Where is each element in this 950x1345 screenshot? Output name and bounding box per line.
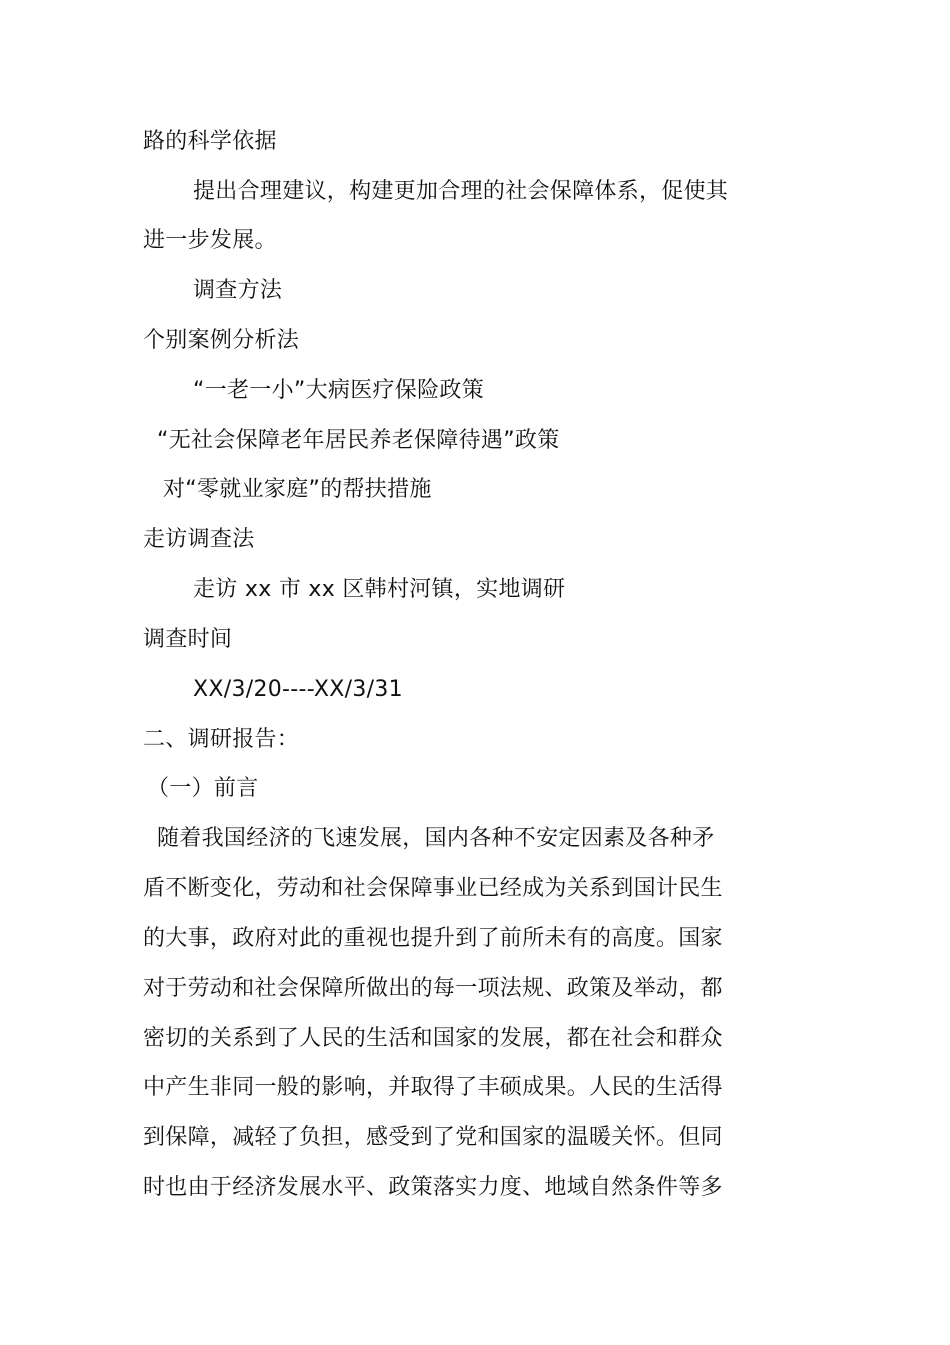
date-range: XX/3/20----XX/3/31 [193,677,403,702]
text-line: 提出合理建议，构建更加合理的社会保障体系，促使其 [193,179,729,204]
text-line: 盾不断变化，劳动和社会保障事业已经成为关系到国计民生 [143,876,723,901]
text-line: 随着我国经济的飞速发展，国内各种不安定因素及各种矛 [157,826,715,851]
subsection-heading: （一）前言 [147,776,259,801]
text-line: 密切的关系到了人民的生活和国家的发展，都在社会和群众 [143,1026,723,1051]
text-line: 进一步发展。 [143,228,277,253]
text-line: 的大事，政府对此的重视也提升到了前所未有的高度。国家 [143,926,723,951]
text-line: 调查时间 [143,627,233,652]
text-line: 对于劳动和社会保障所做出的每一项法规、政策及举动，都 [143,976,723,1001]
section-heading: 调查方法 [193,278,283,303]
text-line: 中产生非同一般的影响，并取得了丰硕成果。人民的生活得 [143,1075,723,1100]
text-line: “无社会保障老年居民养老保障待遇”政策 [157,428,560,453]
text-line: 路的科学依据 [143,129,277,154]
text-line: “一老一小”大病医疗保险政策 [193,378,484,403]
section-heading: 二、调研报告： [143,727,300,752]
text-line: 对“零就业家庭”的帮扶措施 [163,477,432,502]
text-line: 走访调查法 [143,527,255,552]
text-line: 个别案例分析法 [143,328,300,353]
text-line: 到保障，减轻了负担，感受到了党和国家的温暖关怀。但同 [143,1125,723,1150]
text-line: 时也由于经济发展水平、政策落实力度、地域自然条件等多 [143,1175,723,1200]
text-line: 走访 xx 市 xx 区韩村河镇，实地调研 [193,577,566,602]
